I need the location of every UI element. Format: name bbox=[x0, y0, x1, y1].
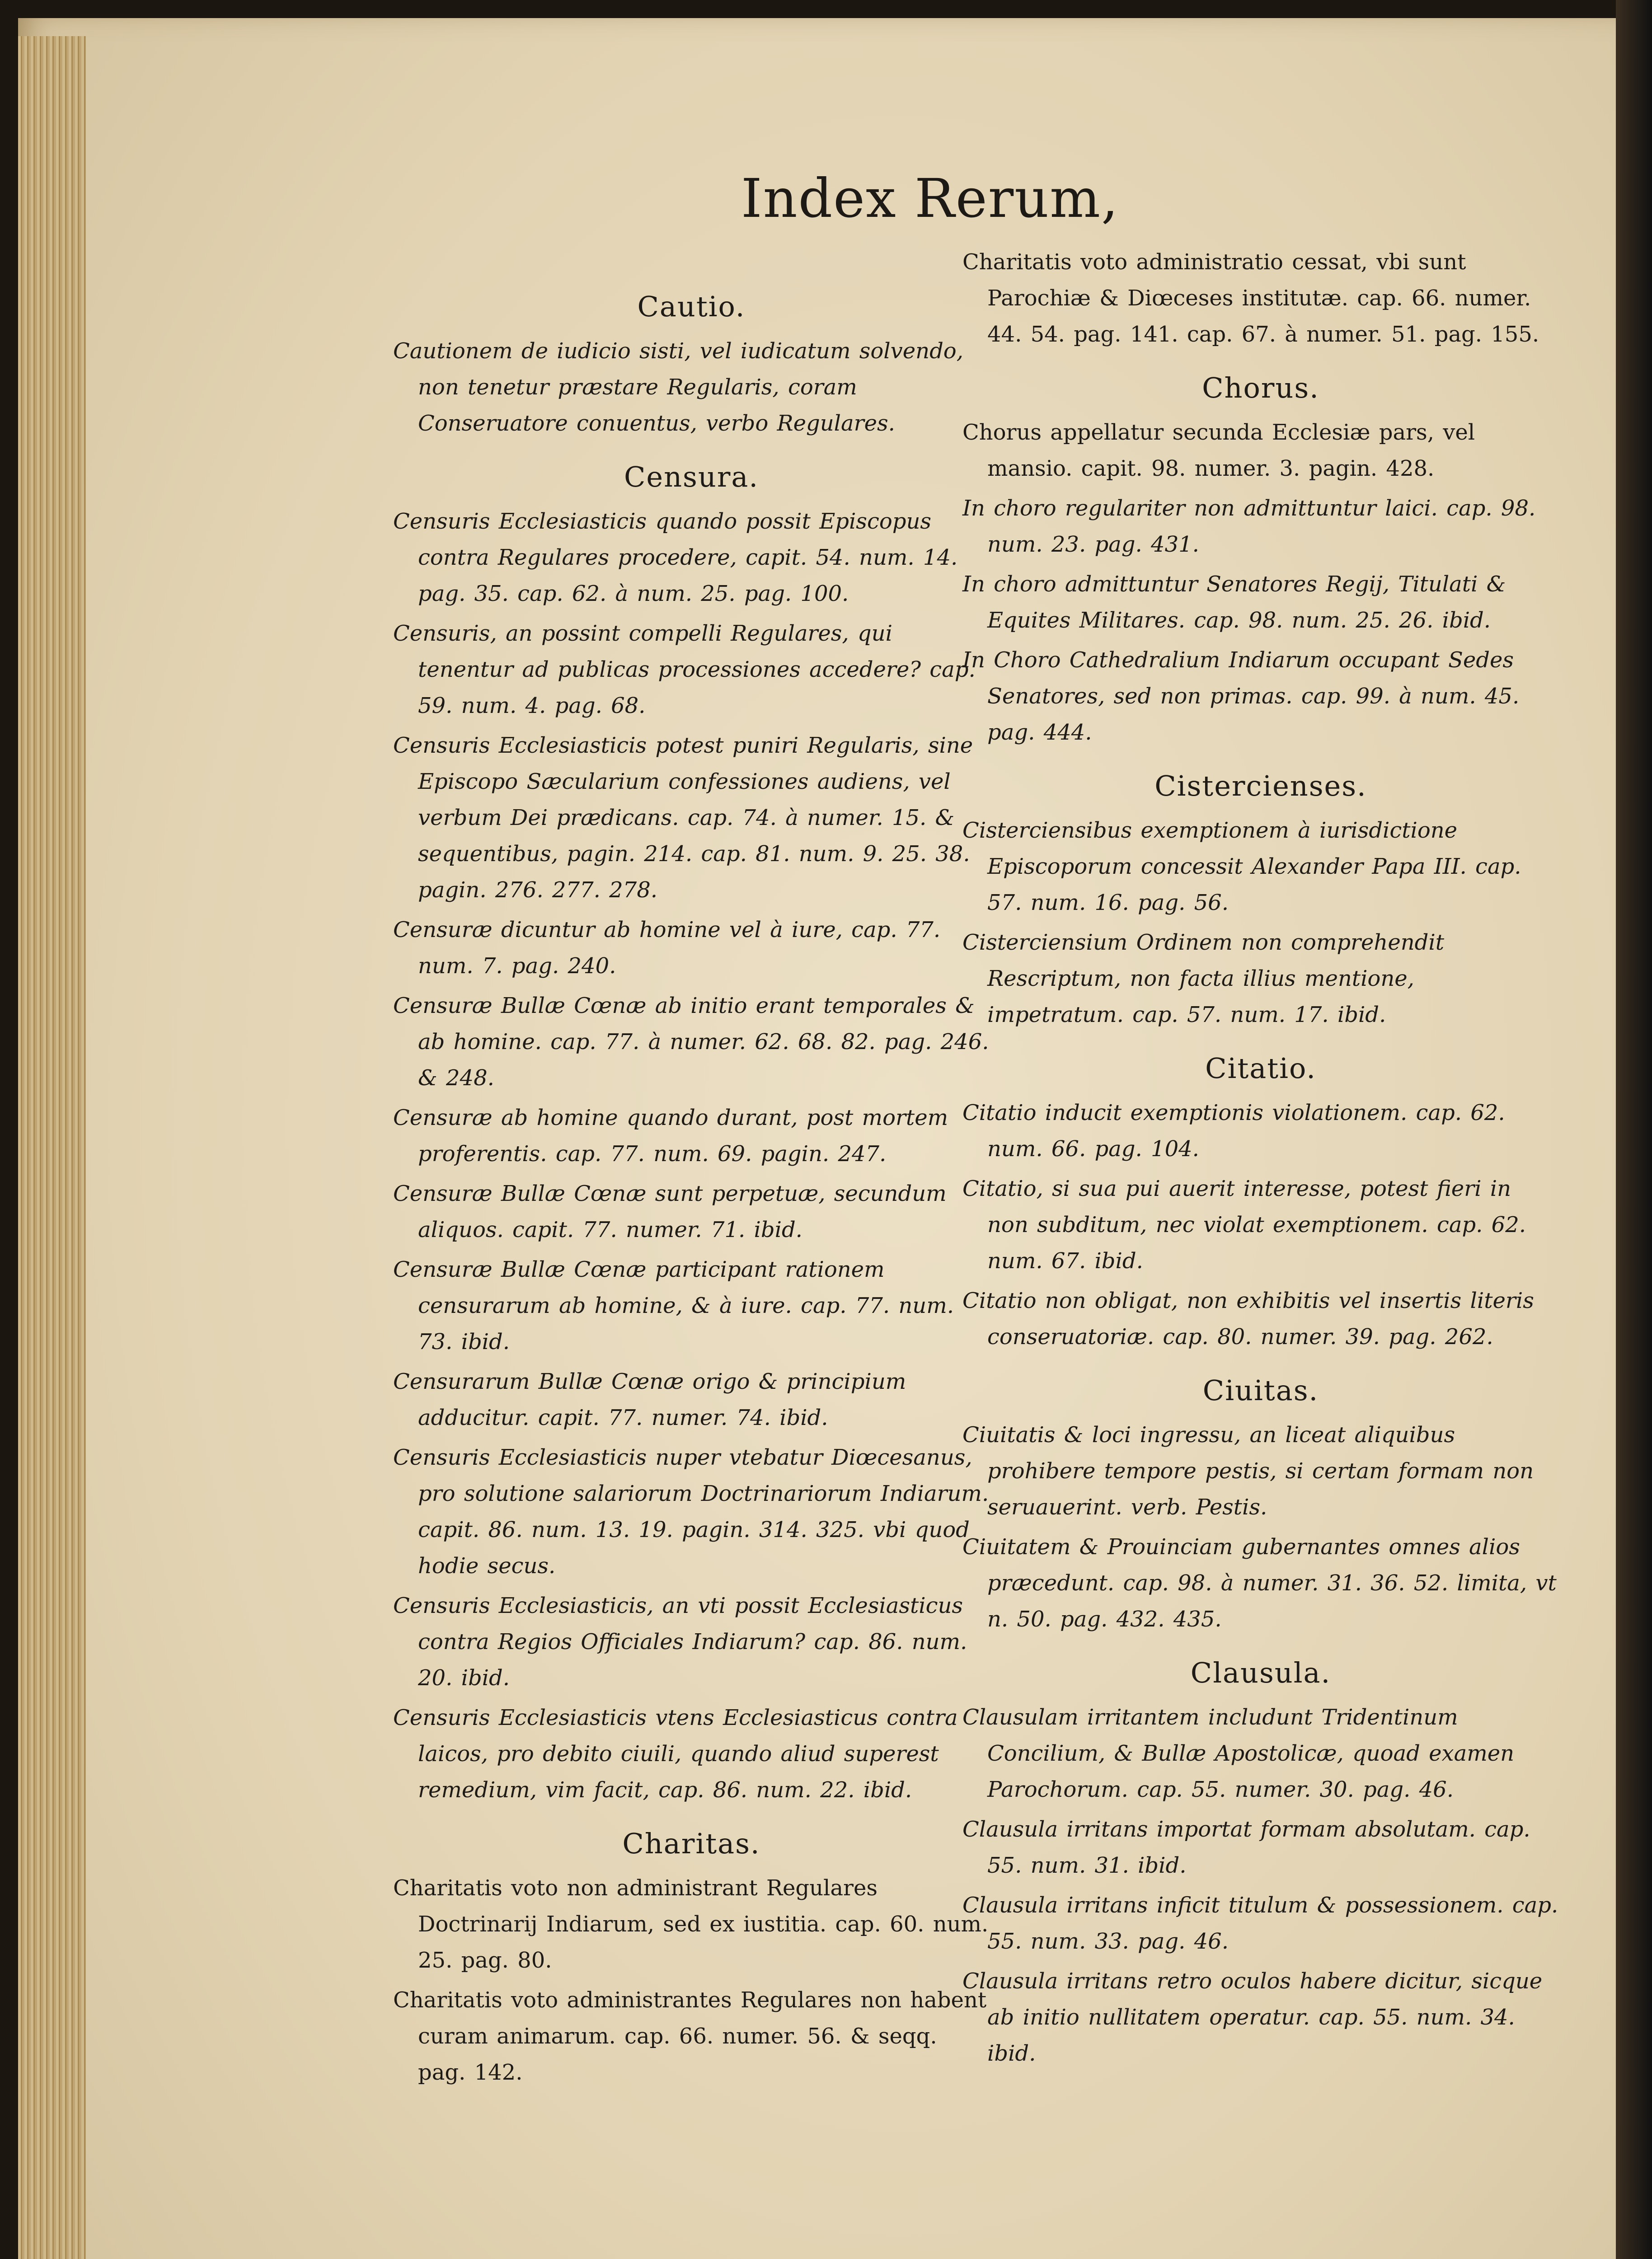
section-cistercienses bbox=[962, 769, 1559, 1033]
index-entry: Citatio inducit exemptionis violationem. cap. 62. num. 66. pag. 104. bbox=[962, 1100, 1505, 1162]
index-entry: Censurarum Bullæ Cœnæ origo & principium adducitur. capit. 77. numer. 74. ibid. bbox=[393, 1369, 906, 1430]
index-entry: In Choro Cathedralium Indiarum occupant Sedes Senatores, sed non primas. cap. 99. à num. 45. pag. 444. bbox=[962, 647, 1520, 745]
index-entry: Censuris, an possint compelli Regulares, qui tenentur ad publicas processiones accedere? cap. 59. num. 4. pag. 68. bbox=[393, 621, 976, 718]
right-column bbox=[962, 244, 1559, 2075]
section-title: Clausula. bbox=[1190, 1656, 1331, 1689]
index-entry: Censuræ Bullæ Cœnæ sunt perpetuæ, secundum aliquos. capit. 77. numer. 71. ibid. bbox=[393, 1181, 947, 1242]
index-entry: Censuræ Bullæ Cœnæ participant rationem censurarum ab homine, & à iure. cap. 77. num. 73. ibid. bbox=[393, 1257, 954, 1354]
section-censura bbox=[393, 460, 990, 1808]
index-entry: Charitatis voto non administrant Regulares Doctrinarij Indiarum, sed ex iustitia. cap. 60. num. 25. pag. 80. bbox=[393, 1875, 989, 1973]
index-entry: Censuris Ecclesiasticis quando possit Episcopus contra Regulares procedere, capit. 54. num. 14. pag. 35. cap. 62. à num. 25. pag. 100. bbox=[393, 509, 958, 606]
index-entry: Clausula irritans importat formam absolutam. cap. 55. num. 31. ibid. bbox=[962, 1817, 1530, 1878]
index-entry: Censuris Ecclesiasticis vtens Ecclesiasticus contra laicos, pro debito ciuili, quando aliud superest remedium, vim facit, cap. 86. num. 22. ibid. bbox=[393, 1705, 958, 1803]
section-charitas bbox=[393, 1827, 990, 2090]
section-chorus bbox=[962, 371, 1559, 750]
index-entry: Censuris Ecclesiasticis nuper vtebatur Diœcesanus, pro solutione salariorum Doctrinariorum Indiarum. capit. 86. num. 13. 19. pagin. 314. 325. vbi quod hodie secus. bbox=[393, 1445, 989, 1579]
section-title: Charitas. bbox=[622, 1827, 760, 1860]
section-cautio bbox=[393, 290, 990, 441]
index-entry: Cisterciensium Ordinem non comprehendit Rescriptum, non facta illius mentione, impetratum. cap. 57. num. 17. ibid. bbox=[962, 930, 1445, 1027]
index-entry: In choro admittuntur Senatores Regij, Titulati & Equites Militares. cap. 98. num. 25. 26. ibid. bbox=[962, 572, 1506, 633]
section-clausula bbox=[962, 1656, 1559, 2072]
index-entry: Ciuitatem & Prouinciam gubernantes omnes alios præcedunt. cap. 98. à numer. 31. 36. 52. limita, vt n. 50. pag. 432. 435. bbox=[962, 1534, 1557, 1632]
section-title: Ciuitas. bbox=[1202, 1374, 1319, 1407]
section-title: Censura. bbox=[624, 460, 759, 493]
index-entry: Citatio, si sua pui auerit interesse, potest fieri in non subditum, nec violat exemptionem. cap. 62. num. 67. ibid. bbox=[962, 1176, 1526, 1274]
index-entry: Clausula irritans retro oculos habere dicitur, sicque ab initio nullitatem operatur. cap. 55. num. 34. ibid. bbox=[962, 1968, 1543, 2066]
index-entry: Censuris Ecclesiasticis, an vti possit Ecclesiasticus contra Regios Officiales Indiarum? cap. 86. num. 20. ibid. bbox=[393, 1593, 967, 1691]
index-entry: Chorus appellatur secunda Ecclesiæ pars, vel mansio. capit. 98. numer. 3. pagin. 428. bbox=[962, 420, 1475, 481]
index-entry: Citatio non obligat, non exhibitis vel insertis literis conseruatoriæ. cap. 80. numer. 39. pag. 262. bbox=[962, 1288, 1534, 1350]
section-ciuitas bbox=[962, 1374, 1559, 1637]
index-entry: Cisterciensibus exemptionem à iurisdictione Episcoporum concessit Alexander Papa III. cap. 57. num. 16. pag. 56. bbox=[962, 818, 1521, 915]
index-entry: Censuræ ab homine quando durant, post mortem proferentis. cap. 77. num. 69. pagin. 247. bbox=[393, 1105, 948, 1167]
book-gutter bbox=[1616, 0, 1652, 2259]
left-column bbox=[393, 271, 990, 2094]
index-entry: Charitatis voto administratio cessat, vbi sunt Parochiæ & Diœceses institutæ. cap. 66. numer. 44. 54. pag. 141. cap. 67. à numer. 51. pag. 155. bbox=[962, 249, 1539, 347]
section-title: Cistercienses. bbox=[1155, 769, 1367, 802]
index-entry: Cautionem de iudicio sisti, vel iudicatum solvendo, non tenetur præstare Regularis, coram Conseruatore conuentus, verbo Regulares. bbox=[393, 338, 963, 436]
index-entry: Clausulam irritantem includunt Tridentinum Concilium, & Bullæ Apostolicæ, quoad examen Parochorum. cap. 55. numer. 30. pag. 46. bbox=[962, 1705, 1515, 1802]
book-page bbox=[18, 18, 1618, 2259]
index-entry: Censuris Ecclesiasticis potest puniri Regularis, sine Episcopo Sæcularium confessiones audiens, vel verbum Dei prædicans. cap. 74. à numer. 15. & sequentibus, pagin. 214. cap. 81. num. 9. 25. 38. pagin. 276. 277. 278. bbox=[393, 733, 973, 903]
index-entry: Censuræ dicuntur ab homine vel à iure, cap. 77. num. 7. pag. 240. bbox=[393, 917, 941, 979]
section-title: Cautio. bbox=[637, 290, 746, 323]
index-entry: Charitatis voto administrantes Regulares non habent curam animarum. cap. 66. numer. 56. & seqq. pag. 142. bbox=[393, 1987, 987, 2085]
index-entry: Censuræ Bullæ Cœnæ ab initio erant temporales & ab homine. cap. 77. à numer. 62. 68. 82. pag. 246. & 248. bbox=[393, 993, 989, 1091]
section-title: Citatio. bbox=[1205, 1052, 1316, 1085]
page-title: Index Rerum, bbox=[741, 167, 1119, 230]
section-citatio bbox=[962, 1052, 1559, 1355]
section-title: Chorus. bbox=[1202, 371, 1319, 404]
section-charitas-continued bbox=[962, 244, 1559, 352]
index-entry: Ciuitatis & loci ingressu, an liceat aliquibus prohibere tempore pestis, si certam formam non seruauerint. verb. Pestis. bbox=[962, 1422, 1534, 1520]
index-entry: In choro regulariter non admittuntur laici. cap. 98. num. 23. pag. 431. bbox=[962, 496, 1536, 557]
index-entry: Clausula irritans inficit titulum & possessionem. cap. 55. num. 33. pag. 46. bbox=[962, 1893, 1558, 1954]
page-edges bbox=[18, 36, 86, 2259]
